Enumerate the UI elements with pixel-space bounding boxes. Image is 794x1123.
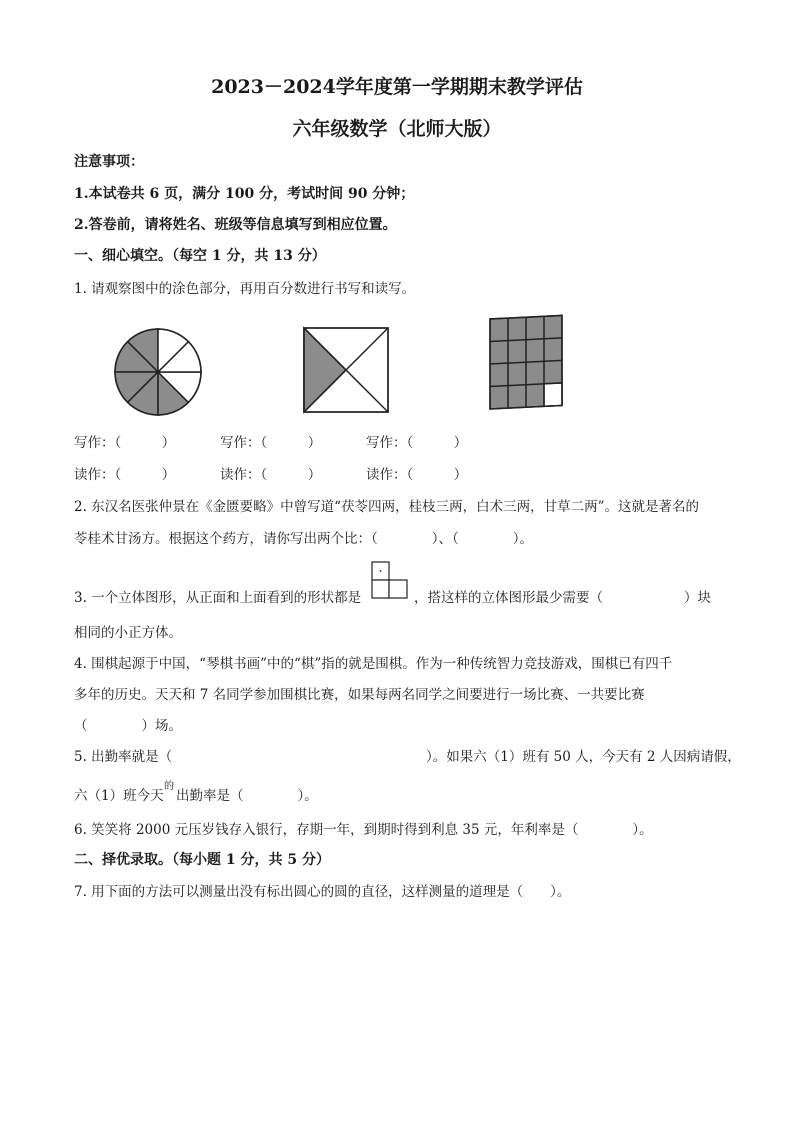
q3-line-2: 相同的小正方体。 — [74, 625, 182, 641]
section2-heading: 二、择优录取。（每小题 1 分，共 5 分） — [74, 852, 330, 868]
q5-line-1b: ）。如果六（1）班有 50 人，今天有 2 人因病请假， — [426, 749, 741, 765]
q1-text: 1. 请观察图中的涂色部分，再用百分数进行书写和读写。 — [74, 281, 416, 297]
q7-text: 7. 用下面的方法可以测量出没有标出圆心的圆的直径，这样测量的道理是（ ）。 — [74, 884, 571, 900]
block-shape-icon — [370, 560, 410, 600]
q6-text: 6. 笑笑将 2000 元压岁钱存入银行，存期一年，到期时得到利息 35 元，年利率是（ ）。 — [74, 822, 653, 838]
q5-line-2b: 的 — [164, 781, 174, 792]
section1-heading: 一、细心填空。（每空 1 分，共 13 分） — [74, 248, 326, 264]
q2-line-2: 苓桂术甘汤方。根据这个药方，请你写出两个比：（ ）、（ ）。 — [74, 531, 533, 547]
notes-item-2: 2.答卷前，请将姓名、班级等信息填写到相应位置。 — [74, 217, 397, 233]
q3-line-1a: 3. 一个立体图形，从正面和上面看到的形状都是 — [74, 590, 362, 606]
q1-write-1[interactable]: 写作：（ ） — [74, 435, 176, 451]
q1-write-3[interactable]: 写作：（ ） — [366, 435, 468, 451]
grid-unshaded-cell — [544, 383, 562, 406]
exam-title: 2023－2024学年度第一学期期末教学评估 — [211, 76, 583, 98]
q5-line-2c: 出勤率是（ ）。 — [176, 788, 318, 804]
square-figure — [302, 326, 390, 414]
q1-read-2[interactable]: 读作：（ ） — [220, 467, 322, 483]
q4-line-3: （ ）场。 — [74, 718, 182, 734]
notes-item-1: 1.本试卷共 6 页，满分 100 分，考试时间 90 分钟； — [74, 186, 415, 202]
circle-figure — [112, 326, 204, 418]
q2-line-1: 2. 东汉名医张仲景在《金匮要略》中曾写道“茯苓四两，桂枝三两，白术三两，甘草二两”。这就是著名的 — [74, 499, 699, 515]
exam-subtitle: 六年级数学（北师大版） — [292, 118, 502, 140]
grid-figure — [488, 314, 566, 414]
q3-line-1b: ，搭这样的立体图形最少需要（ ）块 — [414, 590, 711, 606]
notes-heading: 注意事项： — [74, 154, 144, 170]
q4-line-1: 4. 围棋起源于中国，“琴棋书画”中的“棋”指的就是围棋。作为一种传统智力竞技游戏，围棋已有四千 — [74, 656, 673, 672]
q4-line-2: 多年的历史。天天和 7 名同学参加围棋比赛，如果每两名同学之间要进行一场比赛、一共要比赛 — [74, 687, 645, 703]
q1-read-1[interactable]: 读作：（ ） — [74, 467, 176, 483]
q5-line-1a: 5. 出勤率就是（ — [74, 749, 173, 765]
q1-read-3[interactable]: 读作：（ ） — [366, 467, 468, 483]
q5-line-2a: 六（1）班今天 — [74, 788, 164, 804]
q1-write-2[interactable]: 写作：（ ） — [220, 435, 322, 451]
